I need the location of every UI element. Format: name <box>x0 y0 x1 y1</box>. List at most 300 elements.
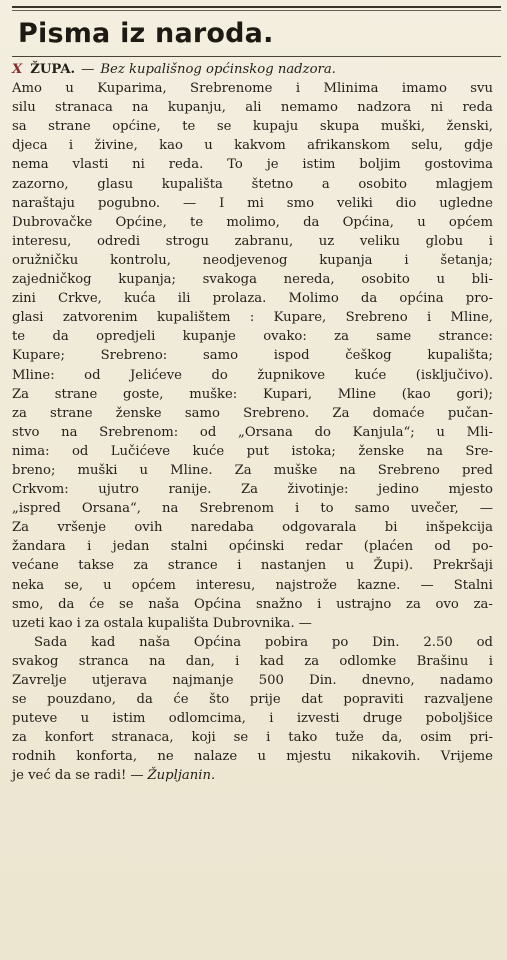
word: muški <box>77 462 118 478</box>
word: smo <box>286 195 315 211</box>
word: jedino <box>378 482 419 498</box>
word: tuže <box>335 730 364 746</box>
word: nima: <box>12 443 50 459</box>
word: te <box>12 329 26 345</box>
word: odlomcima, <box>168 711 246 727</box>
word: Din. <box>309 673 337 688</box>
word: neodjevenog <box>202 252 288 268</box>
word: kuća <box>123 291 156 307</box>
word: koji <box>191 730 216 746</box>
word: većane <box>12 558 59 574</box>
word: svu <box>470 81 493 97</box>
word: Župi). <box>373 558 414 574</box>
word: uz <box>318 233 335 249</box>
word: općem <box>448 214 493 230</box>
word: ženski, <box>446 119 493 135</box>
word: molimo, <box>226 214 280 230</box>
word: zabranu, <box>234 233 294 249</box>
word: za <box>406 596 421 612</box>
word: samo <box>354 501 390 517</box>
word: nema <box>12 157 49 173</box>
word: pred <box>461 462 493 478</box>
word: veliku <box>359 233 401 249</box>
word: Za <box>240 482 258 498</box>
signature: Župljanin. <box>147 768 216 784</box>
word: reda <box>462 100 493 116</box>
word: : <box>249 310 255 326</box>
word: strane <box>54 386 98 402</box>
word: kad <box>91 634 116 650</box>
text-line <box>12 537 493 556</box>
text-line <box>12 652 493 671</box>
word: kupaju <box>252 119 299 135</box>
word: stranaca <box>55 100 113 116</box>
word: i <box>295 501 300 517</box>
word: žandara <box>12 539 66 555</box>
word: na <box>61 424 78 440</box>
word: Lučićeve <box>110 443 171 459</box>
word: kuće <box>354 367 387 383</box>
word: 2.50 <box>423 634 453 650</box>
word: Mline, <box>450 310 493 326</box>
word: naraštaju <box>12 195 76 211</box>
word: puteve <box>12 711 58 727</box>
word: Za <box>332 405 350 421</box>
word: to <box>320 501 334 517</box>
closing-text: je već da se radi! <box>12 768 127 784</box>
word: da <box>58 596 75 612</box>
word: Srebrenom <box>199 501 274 517</box>
word: Mlinima <box>323 81 379 97</box>
word: vlasti <box>72 157 109 173</box>
text-line <box>12 270 493 289</box>
word: kupališta <box>161 176 223 192</box>
article-subtitle: Bez kupališnog općinskog nadzora. <box>100 62 336 77</box>
word: da <box>52 329 69 345</box>
word: odredi <box>96 233 141 249</box>
word: Općina <box>194 596 242 612</box>
word: Kupari, <box>262 386 313 402</box>
word: reda. <box>168 157 204 173</box>
word: Mline <box>337 386 377 402</box>
word: naša <box>139 634 171 650</box>
word: živine, <box>94 138 138 154</box>
word: će <box>173 692 189 708</box>
word: vršenje <box>57 520 107 536</box>
word: kupalištem <box>156 310 231 326</box>
word: općina <box>399 291 444 307</box>
word: župnikove <box>257 367 326 383</box>
word: breno; <box>12 462 56 478</box>
word: do <box>314 424 331 440</box>
article-lead-line <box>12 60 493 79</box>
word: stranaca, <box>111 730 174 746</box>
text-line <box>12 747 493 766</box>
word: gdje <box>464 138 493 154</box>
word: ustrajno <box>336 596 392 612</box>
word: izvesti <box>296 711 340 727</box>
paragraph-2 <box>12 633 493 767</box>
word: Općina, <box>342 214 394 230</box>
text-line <box>12 728 493 747</box>
word: snažno <box>255 596 303 612</box>
word: i <box>68 138 74 154</box>
word: samo <box>202 348 239 364</box>
word: druge <box>362 711 403 727</box>
word: (isključivo). <box>415 367 493 383</box>
word: kupanja <box>319 252 373 268</box>
lead-dash: — <box>81 62 95 77</box>
word: kupanju, <box>167 100 226 116</box>
word: ostala <box>103 615 144 631</box>
word: interesu, <box>195 577 256 593</box>
word: Kupare, <box>273 310 327 326</box>
word: i <box>488 653 493 669</box>
word: ovih <box>134 520 163 536</box>
word: glasu <box>97 176 134 192</box>
text-line <box>12 614 493 633</box>
word: ni <box>132 157 145 173</box>
text-line <box>12 480 493 499</box>
word: strance: <box>438 329 493 345</box>
word: prolaza. <box>212 291 267 307</box>
text-line <box>12 633 493 652</box>
word: smo, <box>12 596 44 612</box>
text-line <box>12 136 493 155</box>
word: da <box>136 692 153 708</box>
text-line <box>12 346 493 365</box>
word: te <box>190 214 204 230</box>
word: inšpekcija <box>425 520 493 536</box>
word: ovako: <box>263 329 307 345</box>
text-line <box>12 385 493 404</box>
word: Kupare; <box>12 348 65 364</box>
top-rule <box>12 6 501 8</box>
word: Za <box>234 462 252 478</box>
word: naša <box>148 596 180 612</box>
word: Brašinu <box>416 653 469 669</box>
word: imamo <box>401 81 447 97</box>
word: kad <box>259 653 284 669</box>
word: ovo <box>435 596 459 612</box>
word: se <box>12 692 27 708</box>
word: ili <box>177 291 191 307</box>
word: Prekršaji <box>432 558 493 574</box>
word: istim <box>302 157 336 173</box>
word: ugledne <box>439 195 493 211</box>
word: kupališta <box>147 615 209 631</box>
word: kazne. <box>357 577 401 593</box>
word: pouzdano, <box>47 692 116 708</box>
word: od <box>84 367 101 383</box>
word: glasi <box>12 310 44 326</box>
word: za <box>12 405 27 421</box>
word: selu, <box>411 138 443 154</box>
word: — <box>479 501 493 517</box>
word: se <box>233 730 249 746</box>
word: na <box>161 501 179 517</box>
handwritten-mark: X <box>12 62 23 77</box>
word: je <box>266 157 279 173</box>
word: Sre- <box>465 443 493 459</box>
word: nereda, <box>283 272 335 288</box>
word: goste, <box>123 386 164 402</box>
word: češkog <box>345 348 392 364</box>
word: same <box>376 329 412 345</box>
word: ranije. <box>168 482 212 498</box>
word: stvo <box>12 424 40 440</box>
word: nalaze <box>194 749 238 765</box>
word: na <box>339 462 356 478</box>
word: do <box>211 367 228 383</box>
word: da <box>360 291 378 307</box>
word: skupa <box>319 119 360 135</box>
word: osobito <box>361 272 410 288</box>
word: najmanje <box>172 673 234 688</box>
word: i <box>317 596 322 612</box>
word: redar <box>305 539 343 555</box>
word: kao <box>48 615 73 631</box>
word: konforta, <box>76 749 138 765</box>
word: Srebrenom: <box>99 424 179 440</box>
word: nemamo <box>280 100 338 116</box>
word: u <box>80 711 90 727</box>
word: Zavrelje <box>12 673 67 688</box>
word: na <box>132 100 149 116</box>
word: po- <box>472 539 493 555</box>
word: mlagjem <box>435 176 493 192</box>
word: neka <box>12 577 45 593</box>
word: Orsana“, <box>81 501 141 517</box>
word: najstrože <box>275 577 337 593</box>
word: — <box>298 615 312 631</box>
word: To <box>227 157 243 173</box>
word: bi <box>384 520 398 536</box>
word: ispod <box>273 348 310 364</box>
word: od <box>199 424 217 440</box>
text-line <box>12 442 493 461</box>
text-line <box>12 423 493 442</box>
text-line <box>12 595 493 614</box>
word: i <box>76 615 81 631</box>
word: razvaljene <box>424 692 493 708</box>
word: globu <box>425 233 464 249</box>
word: istoka; <box>291 443 336 459</box>
word: nikakovih. <box>351 749 421 765</box>
word: u <box>139 462 149 478</box>
word: prije <box>249 692 281 708</box>
closing-dash: — <box>130 768 144 784</box>
heading-rule <box>12 56 501 57</box>
word: utjerava <box>91 673 148 688</box>
word: sa <box>12 119 27 135</box>
word: kakvom <box>234 138 286 154</box>
word: pogubno. <box>97 195 161 211</box>
article-location: ŽUPA. <box>30 62 76 77</box>
text-line <box>12 327 493 346</box>
word: na <box>149 653 166 669</box>
word: Mline. <box>170 462 213 478</box>
word: ali <box>245 100 262 116</box>
word: pobira <box>264 634 309 650</box>
word: Općine, <box>115 214 167 230</box>
word: Za <box>12 386 30 402</box>
word: Mline: <box>12 367 55 383</box>
word: Srebreno: <box>100 348 168 364</box>
word: šetanja; <box>440 252 493 268</box>
word: kupališta; <box>427 348 493 364</box>
word: Srebreno <box>377 462 440 478</box>
word: Molimo <box>288 291 339 307</box>
word: Kanjula“; <box>352 424 415 440</box>
word: takse <box>78 558 115 574</box>
word: općine, <box>112 119 161 135</box>
word: — <box>420 577 434 593</box>
word: od <box>476 634 493 650</box>
word: što <box>209 692 230 708</box>
word: strane <box>48 119 91 135</box>
word: Kuparima, <box>97 81 167 97</box>
word: strance <box>167 558 218 574</box>
word: od <box>434 539 451 555</box>
word: u <box>436 272 445 288</box>
word: poboljšice <box>425 711 493 727</box>
word: kao <box>159 138 183 154</box>
word: zini <box>12 291 36 307</box>
word: dan, <box>185 653 215 669</box>
word: u <box>436 424 445 440</box>
word: — <box>182 195 197 211</box>
text-line <box>12 461 493 480</box>
word: silu <box>12 100 36 116</box>
text-line <box>12 671 493 690</box>
word: odgovarala <box>282 520 357 536</box>
word: svakog <box>12 653 59 669</box>
word: općem <box>131 577 176 593</box>
word: ženske <box>115 405 162 421</box>
word: a <box>321 176 330 192</box>
word: dio <box>395 195 417 211</box>
word: zazorno, <box>12 176 69 192</box>
word: i <box>404 252 409 268</box>
text-line <box>12 366 493 385</box>
word: i <box>266 730 271 746</box>
word: Crkvom: <box>12 482 69 498</box>
word: će <box>89 596 105 612</box>
word: za <box>304 653 320 669</box>
word: Dubrovačke <box>12 214 93 230</box>
word: za <box>133 558 149 574</box>
word: Sada <box>34 634 68 650</box>
word: svakoga <box>202 272 257 288</box>
word: zajedničkog <box>12 272 92 288</box>
word: opredjeli <box>96 329 156 345</box>
letter-article <box>12 60 493 786</box>
word: nastanjen <box>260 558 327 574</box>
word: nadamo <box>439 673 493 688</box>
word: mjestu <box>286 749 332 765</box>
text-line <box>12 556 493 575</box>
text-line <box>12 404 493 423</box>
word: stalni <box>170 539 208 555</box>
word: se <box>119 596 134 612</box>
word: muški, <box>380 119 426 135</box>
word: djeca <box>12 138 48 154</box>
word: osobito <box>358 176 407 192</box>
word: Mli- <box>466 424 493 440</box>
text-line <box>12 499 493 518</box>
word: da <box>303 214 320 230</box>
word: nadzora <box>357 100 412 116</box>
word: strane <box>50 405 93 421</box>
word: rodnih <box>12 749 56 765</box>
text-line <box>12 98 493 117</box>
word: kupanje <box>182 329 236 345</box>
text-line <box>12 709 493 728</box>
word: interesu, <box>12 233 72 249</box>
word: Stalni <box>453 577 493 593</box>
word: u <box>345 558 355 574</box>
word: Općina <box>193 634 242 650</box>
word: Srebreno <box>345 310 408 326</box>
word: i <box>87 539 92 555</box>
text-line <box>12 518 493 537</box>
word: te <box>182 119 196 135</box>
word: u <box>103 577 112 593</box>
word: muške <box>273 462 318 478</box>
word: konfort <box>44 730 94 746</box>
word: i <box>269 711 274 727</box>
word: muške: <box>189 386 238 402</box>
word: u <box>65 81 74 97</box>
word: Srebrenome <box>190 81 273 97</box>
word: štetno <box>251 176 294 192</box>
word: pro- <box>465 291 493 307</box>
word: za <box>84 615 100 631</box>
word: Srebreno. <box>243 405 310 421</box>
word: „Orsana <box>237 424 293 440</box>
text-line <box>12 155 493 174</box>
word: jedan <box>112 539 150 555</box>
word: veliki <box>336 195 373 211</box>
word: kuće <box>192 443 225 459</box>
word: 500 <box>258 673 284 688</box>
word: gori); <box>456 386 493 402</box>
word: dnevno, <box>361 673 415 688</box>
word: ženske <box>358 443 405 459</box>
word: i <box>427 310 432 326</box>
word: naredaba <box>190 520 254 536</box>
word: popraviti <box>343 692 404 708</box>
word: odlomke <box>339 653 397 669</box>
word: osim <box>420 730 452 746</box>
word: Dubrovnika. <box>212 615 295 631</box>
paragraph-1 <box>12 79 493 633</box>
text-line <box>12 232 493 251</box>
word: za <box>334 329 349 345</box>
word: „ispred <box>12 501 61 517</box>
word: kupanja; <box>118 272 176 288</box>
word: da, <box>381 730 403 746</box>
word: Jelićeve <box>130 367 182 383</box>
word: mi <box>247 195 264 211</box>
word: bli- <box>471 272 493 288</box>
word: Vrijeme <box>440 749 493 765</box>
word: ni <box>430 100 444 116</box>
word: ujutro <box>98 482 139 498</box>
word: boljim <box>359 157 401 173</box>
word: se <box>216 119 232 135</box>
